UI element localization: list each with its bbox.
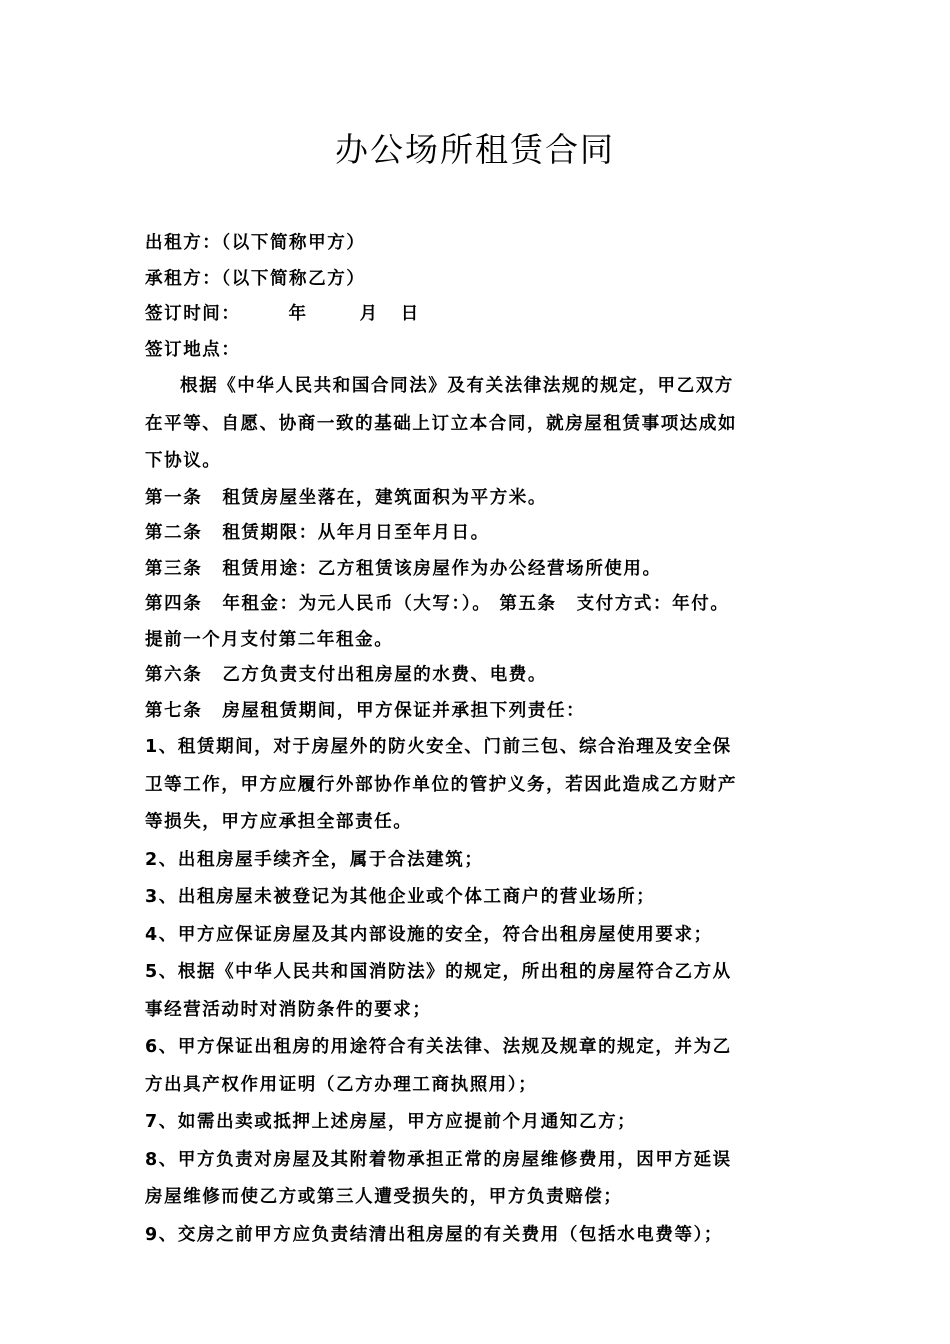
article-1 [145,481,815,517]
article-2 [145,516,815,552]
item-3: 3、出租房屋未被登记为其他企业或个体工商户的营业场所； [145,887,656,907]
intro-line-1: 根据《中华人民共和国合同法》及有关法律法规的规定，甲乙双方 [180,376,734,396]
item-5-line-1: 5、根据《中华人民共和国消防法》的规定，所出租的房屋符合乙方从 [145,962,732,982]
item-1-line-3: 等损失，甲方应承担全部责任。 [145,812,413,832]
item-9: 9、交房之前甲方应负责结清出租房屋的有关费用（包括水电费等）； [145,1224,724,1245]
intro-line-3: 下协议。 [145,451,222,471]
article-4-label: 第四条 [145,594,203,614]
article-7-text: 房屋租赁期间，甲方保证并承担下列责任： [222,700,586,721]
article-3-text: 租赁用途：乙方租赁该房屋作为办公经营场所使用。 [222,558,662,579]
article-6-label: 第六条 [145,665,203,685]
article-3-label: 第三条 [145,558,203,579]
lessor-line: 出租方：（以下简称甲方） [145,233,366,253]
document-title: 办公场所租赁合同 [335,130,615,169]
signing-place-line: 签订地点： [145,339,241,360]
intro-line-2: 在平等、自愿、协商一致的基础上订立本合同，就房屋租赁事项达成如 [145,413,738,434]
article-4-5 [145,587,815,623]
item-4: 4、甲方应保证房屋及其内部设施的安全，符合出租房屋使用要求； [145,924,713,945]
article-6-text: 乙方负责支付出租房屋的水费、电费。 [222,665,548,685]
item-8-line-1: 8、甲方负责对房屋及其附着物承担正常的房屋维修费用，因甲方延误 [145,1149,732,1170]
article-2-text: 租赁期限：从年月日至年月日。 [222,523,490,543]
signing-date-line [145,297,815,333]
article-5-label: 第五条 [499,594,557,614]
item-1-line-1: 1、租赁期间，对于房屋外的防火安全、门前三包、综合治理及安全保 [145,737,732,757]
signing-date-month: 月 [359,304,379,324]
article-7-label: 第七条 [145,700,203,721]
signing-date-day: 日 [400,304,420,324]
item-6-line-2: 方出具产权作用证明（乙方办理工商执照用）； [145,1074,538,1095]
article-3 [145,552,815,588]
article-5-continuation: 提前一个月支付第二年租金。 [145,629,394,650]
item-8-line-2: 房屋维修而使乙方或第三人遭受损失的，甲方负责赔偿； [145,1187,623,1207]
article-6 [145,658,815,694]
signing-date-year: 年 [288,304,308,324]
article-4-text: 年租金：为元人民币（大写：）。 [222,594,492,614]
article-5-text: 支付方式：年付。 [576,594,730,614]
article-2-label: 第二条 [145,523,203,543]
article-7 [145,694,815,730]
item-5-line-2: 事经营活动时对消防条件的要求； [145,999,432,1020]
article-1-text: 租赁房屋坐落在，建筑面积为平方米。 [222,487,548,508]
article-1-label: 第一条 [145,487,203,508]
item-7: 7、如需出卖或抵押上述房屋，甲方应提前个月通知乙方； [145,1112,637,1132]
item-2: 2、出租房屋手续齐全，属于合法建筑； [145,849,484,870]
item-1-line-2: 卫等工作，甲方应履行外部协作单位的管护义务，若因此造成乙方财产 [145,774,738,795]
item-6-line-1: 6、甲方保证出租房的用途符合有关法律、法规及规章的规定，并为乙 [145,1037,732,1057]
document-body [145,226,815,1254]
signing-date-label: 签订时间： [145,304,241,324]
lessee-line: 承租方：（以下简称乙方） [145,268,366,289]
